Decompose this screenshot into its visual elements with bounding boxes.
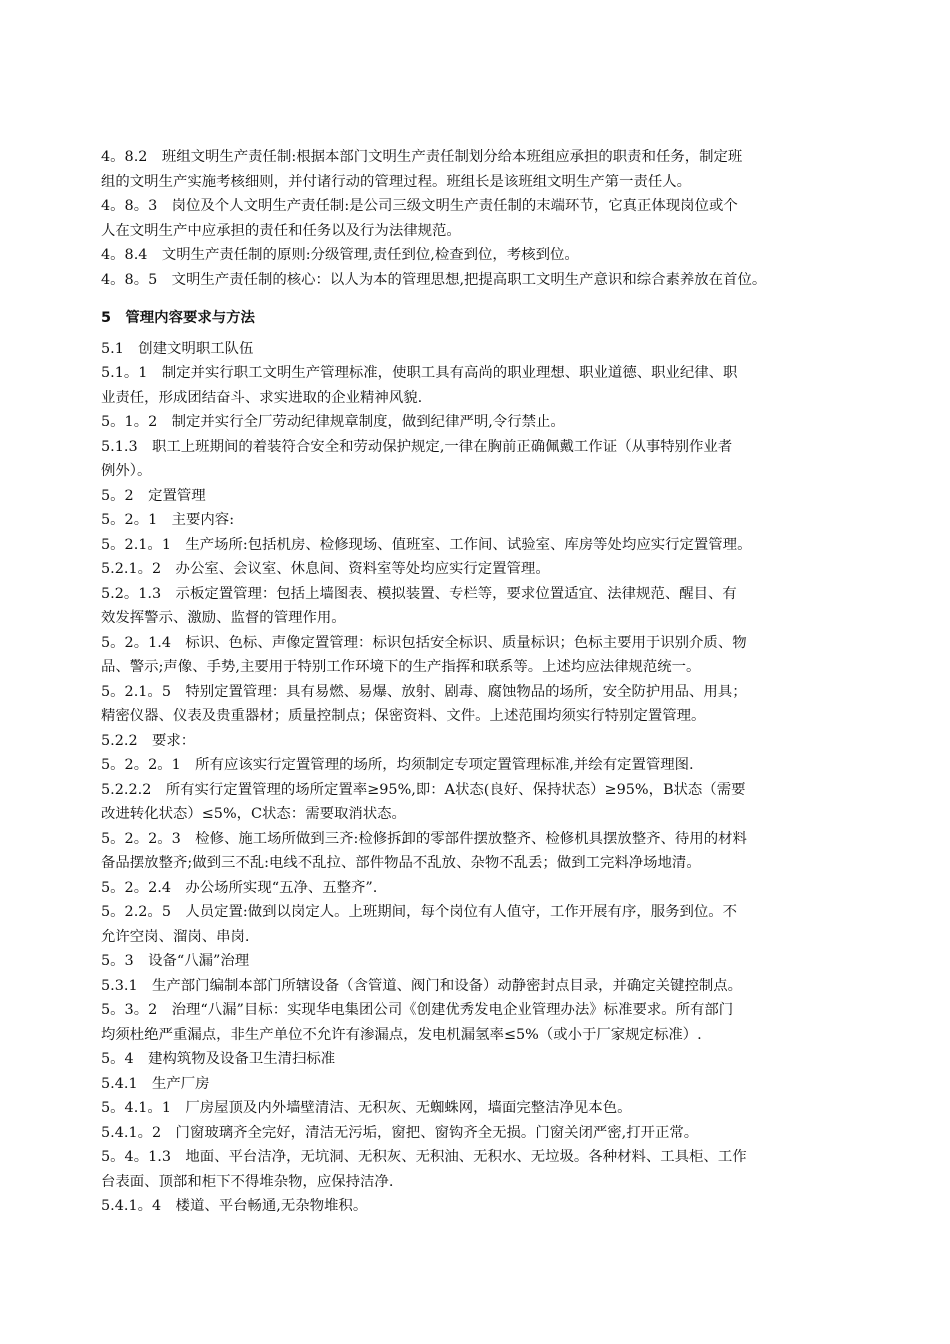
text-line: 均须杜绝严重漏点，非生产单位不允许有渗漏点，发电机漏氢率≤5%（或小于厂家规定标准）.	[101, 1026, 702, 1043]
text-line: 5。2。2。3 检修、施工场所做到三齐:检修拆卸的零部件摆放整齐、检修机具摆放整齐、待用的材料	[101, 830, 747, 847]
text-line: 5。4.1。1 厂房屋顶及内外墙壁清洁、无积灰、无蜘蛛网，墙面完整洁净见本色。	[101, 1100, 632, 1116]
text-line: 组的文明生产实施考核细则，并付诸行动的管理过程。班组长是该班组文明生产第一责任人。	[101, 173, 692, 190]
text-line: 5.1 创建文明职工队伍	[101, 340, 254, 357]
text-line: 4。8。5 文明生产责任制的核心：以人为本的管理思想,把提高职工文明生产意识和综合素养放在首位。	[101, 271, 767, 288]
text-line: 5。2 定置管理	[101, 487, 206, 504]
text-line: 台表面、顶部和柜下不得堆杂物，应保持洁净.	[101, 1173, 394, 1190]
text-line: 5。2。1.4 标识、色标、声像定置管理：标识包括安全标识、质量标识；色标主要用于识别介质、物	[101, 634, 747, 651]
text-line: 改进转化状态）≤5%，C状态：需要取消状态。	[101, 806, 406, 822]
text-line: 5。1。2 制定并实行全厂劳动纪律规章制度，做到纪律严明,令行禁止。	[101, 414, 565, 430]
text-line: 备品摆放整齐;做到三不乱:电线不乱拉、部件物品不乱放、杂物不乱丢；做到工完料净场地清。	[101, 855, 701, 871]
text-line: 5.4.1。2 门窗玻璃齐全完好，清洁无污垢，窗把、窗钩齐全无损。门窗关闭严密,打开正常。	[101, 1124, 699, 1141]
text-line: 5。2.1。5 特别定置管理：具有易燃、易爆、放射、剧毒、腐蚀物品的场所，安全防护用品、用具；	[101, 683, 747, 700]
text-line: 效发挥警示、激励、监督的管理作用。	[101, 610, 346, 626]
text-line: 5。2.1。1 生产场所:包括机房、检修现场、值班室、工作间、试验室、库房等处均应实行定置管理。	[101, 536, 752, 553]
text-line: 5.1.3 职工上班期间的着装符合安全和劳动保护规定,一律在胸前正确佩戴工作证（从事特别作业者	[101, 438, 733, 455]
text-line: 5.3.1 生产部门编制本部门所辖设备（含管道、阀门和设备）动静密封点目录，并确定关键控制点。	[101, 977, 743, 994]
text-line: 允许空岗、溜岗、串岗.	[101, 928, 250, 945]
text-line: 4。8。3 岗位及个人文明生产责任制:是公司三级文明生产责任制的末端环节，它真正体现岗位或个	[101, 198, 738, 214]
document-content	[101, 145, 861, 1219]
text-line: 例外）。	[101, 463, 152, 479]
text-line: 品、警示;声像、手势,主要用于特别工作环境下的生产指挥和联系等。上述均应法律规范统一。	[101, 659, 701, 675]
text-line: 5.2。1.3 示板定置管理：包括上墙图表、模拟装置、专栏等，要求位置适宜、法律规范、醒目、有	[101, 585, 737, 602]
text-line: 4。8.4 文明生产责任制的原则:分级管理,责任到位,检查到位，考核到位。	[101, 247, 579, 263]
text-line: 5.1。1 制定并实行职工文明生产管理标准，使职工具有高尚的职业理想、职业道德、职业纪律、职	[101, 365, 738, 381]
text-line: 人在文明生产中应承担的责任和任务以及行为法律规范。	[101, 222, 461, 239]
text-line: 4。8.2 班组文明生产责任制:根据本部门文明生产责任制划分给本班组应承担的职责和任务，制定班	[101, 149, 743, 165]
text-line: 5.2.1。2 办公室、会议室、休息间、资料室等处均应实行定置管理。	[101, 561, 550, 577]
section-heading: 5 管理内容要求与方法	[101, 310, 255, 326]
text-line: 5。2。2。1 所有应该实行定置管理的场所，均须制定专项定置管理标准,并绘有定置管理图.	[101, 757, 694, 773]
text-line: 5。2。2.4 办公场所实现“五净、五整齐”.	[101, 879, 378, 896]
text-line: 精密仪器、仪表及贵重器材；质量控制点；保密资料、文件。上述范围均须实行特别定置管理。	[101, 708, 706, 724]
text-line: 5.2.2 要求：	[101, 732, 196, 749]
text-line: 5。4 建构筑物及设备卫生清扫标准	[101, 1051, 336, 1067]
text-line: 业责任，形成团结奋斗、求实进取的企业精神风貌.	[101, 389, 423, 406]
text-line: 5。3 设备“八漏”治理	[101, 953, 250, 969]
text-line: 5。2。1 主要内容:	[101, 512, 235, 528]
text-line: 5。2.2。5 人员定置:做到以岗定人。上班期间，每个岗位有人值守，工作开展有序，服务到位。不	[101, 904, 738, 920]
text-line: 5.4.1。4 楼道、平台畅通,无杂物堆积。	[101, 1198, 368, 1214]
text-line: 5.4.1 生产厂房	[101, 1075, 210, 1092]
text-line: 5。3。2 治理“八漏”目标：实现华电集团公司《创建优秀发电企业管理办法》标准要求。所有部门	[101, 1002, 734, 1018]
text-line: 5.2.2.2 所有实行定置管理的场所定置率≥95%,即：A状态(良好、保持状态）≥95%，B状态（需要	[101, 781, 746, 798]
text-line: 5。4。1.3 地面、平台洁净，无坑洞、无积灰、无积油、无积水、无垃圾。各种材料、工具柜、工作	[101, 1149, 747, 1165]
